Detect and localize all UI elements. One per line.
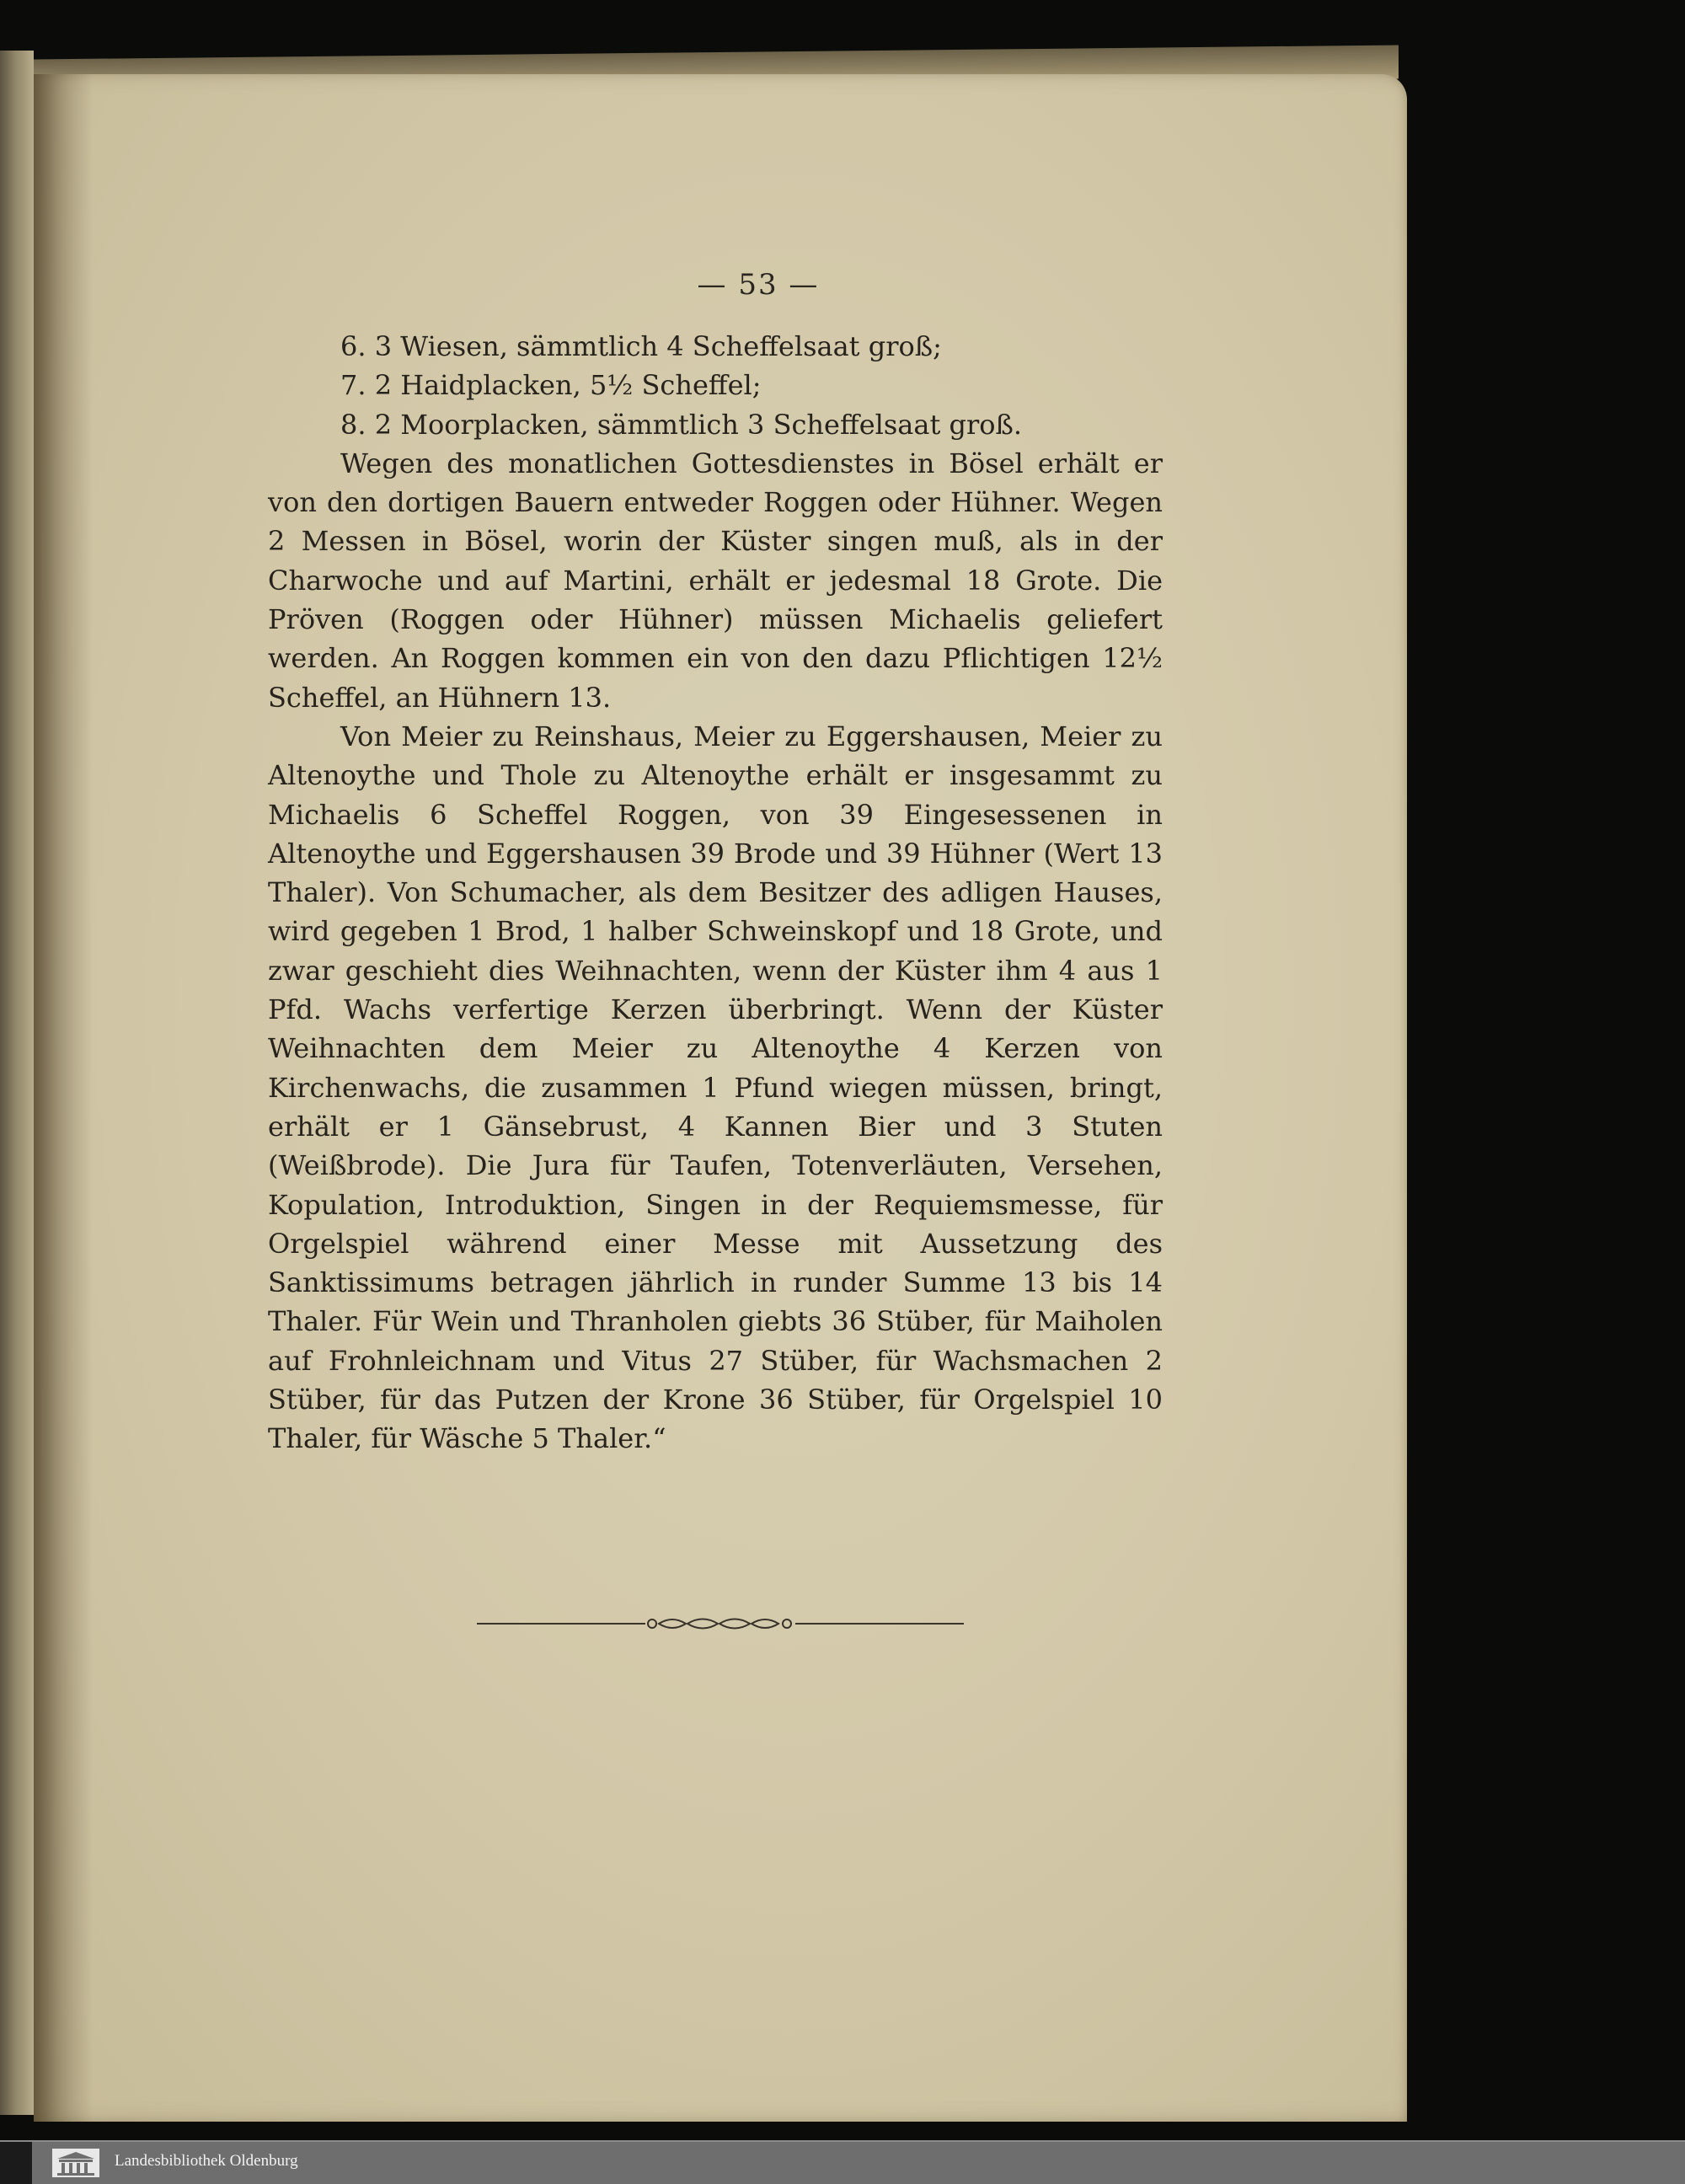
list-item: 6. 3 Wiesen, sämmtlich 4 Scheffelsaat groß; <box>340 330 942 362</box>
library-building-icon <box>52 2149 99 2177</box>
paragraph: Wegen des monatlichen Gottesdienstes in Bösel erhält er von den dortigen Bauern entweder Roggen oder Hühner. Wegen 2 Messen in Bösel, worin der Küster singen muß, als in der Charwoche und auf Martini, erhält er jedesmal 18 Grote. Die Pröven (Roggen oder Hühner) müssen Michaelis geliefert werden. An Roggen kommen ein von den dazu Pflichtigen 12½ Scheffel, an Hühnern 13. <box>268 447 1163 714</box>
page-gutter-shadow <box>34 74 93 2122</box>
page-number: — 53 — <box>697 268 820 302</box>
footer-bar <box>0 2140 1685 2184</box>
library-name: Landesbibliothek Oldenburg <box>115 2152 298 2170</box>
list-item: 8. 2 Moorplacken, sämmtlich 3 Scheffelsaat groß. <box>340 408 1023 441</box>
previous-page-edge <box>0 51 34 2115</box>
paragraph: Von Meier zu Reinshaus, Meier zu Eggershausen, Meier zu Altenoythe und Thole zu Altenoythe erhält er insgesammt zu Michaelis 6 Scheffel Roggen, von 39 Eingesessenen in Altenoythe und Eggershausen 39 Brode und 39 Hühner (Wert 13 Thaler). Von Schumacher, als dem Besitzer des adligen Hauses, wird gegeben 1 Brod, 1 halber Schweinskopf und 18 Grote, und zwar geschieht dies Weihnachten, wenn der Küster ihm 4 aus 1 Pfd. Wachs verfertige Kerzen überbringt. Wenn der Küster Weihnachten dem Meier zu Altenoythe 4 Kerzen von Kirchenwachs, die zusammen 1 Pfund wiegen müssen, bringt, erhält er 1 Gänsebrust, 4 Kannen Bier und 3 Stuten (Weißbrode). Die Jura für Taufen, Totenverläuten, Versehen, Kopulation, Introduktion, Singen in der Requiemsmesse, für Orgelspiel während einer Messe mit Aussetzung des Sanktissimums betragen jährlich in runder Summe 13 bis 14 Thaler. Für Wein und Thranholen giebts 36 Stüber, für Maiholen auf Frohnleichnam und Vitus 27 Stüber, für Wachsmachen 2 Stüber, für das Putzen der Krone 36 Stüber, für Orgelspiel 10 Thaler, für Wäsche 5 Thaler.“ <box>268 720 1163 1455</box>
section-divider-ornament <box>477 1613 964 1635</box>
page-body <box>268 327 1163 1459</box>
list-item: 7. 2 Haidplacken, 5½ Scheffel; <box>340 369 762 402</box>
footer-edge <box>0 2142 32 2184</box>
